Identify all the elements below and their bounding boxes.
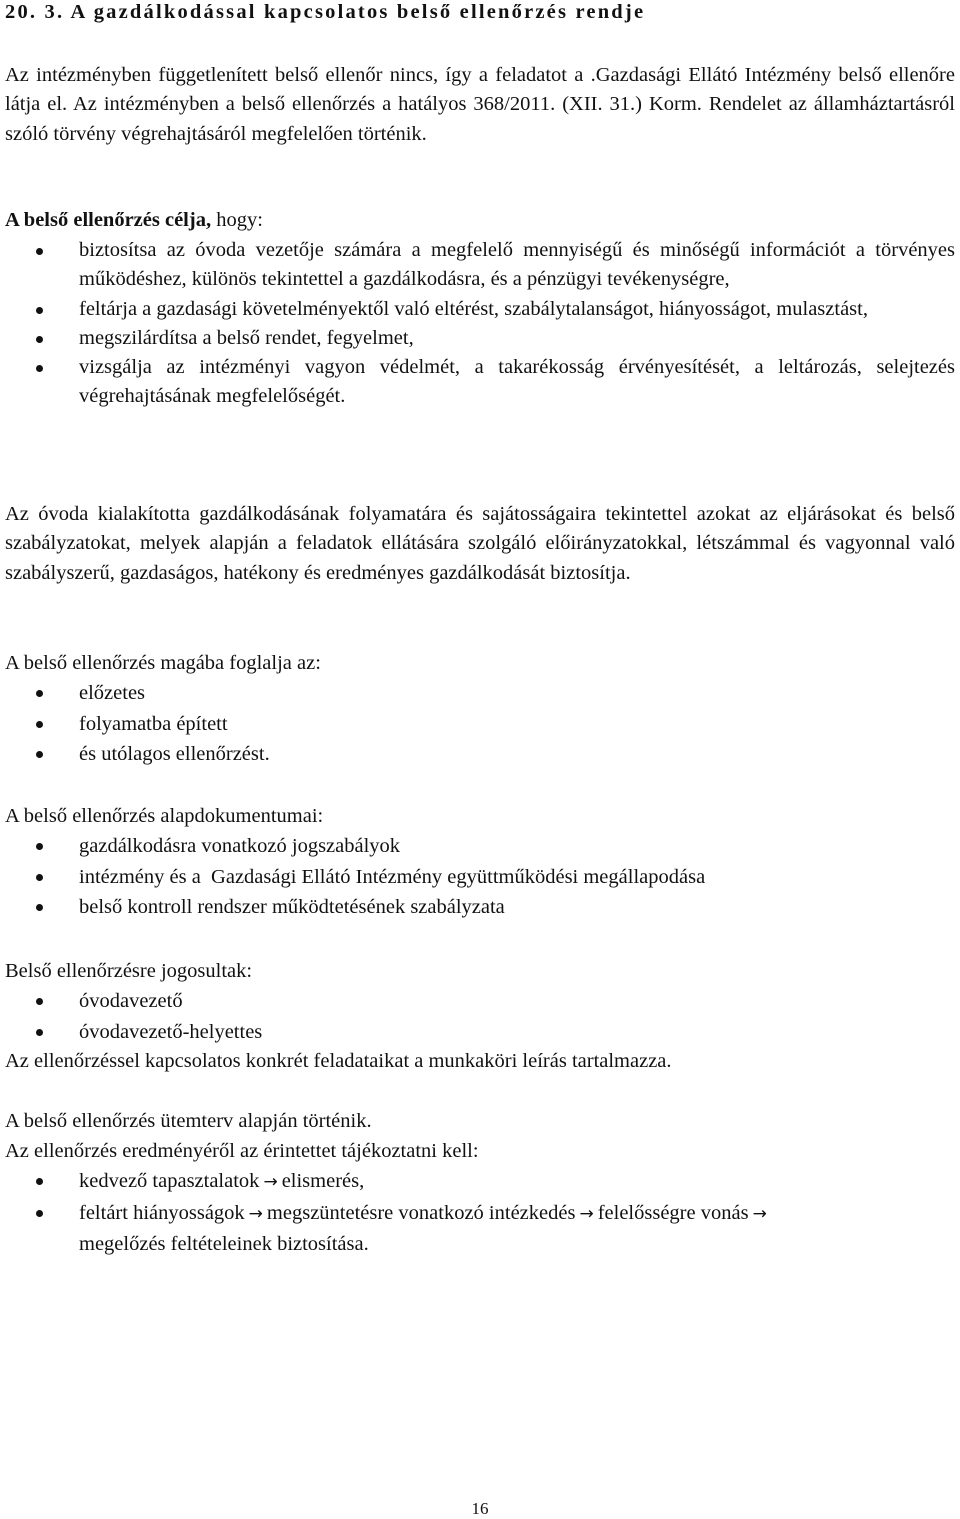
bullet-icon xyxy=(36,307,43,314)
list-item-text: kedvező tapasztalatok xyxy=(79,1170,260,1193)
arrow-right-icon: → xyxy=(263,1172,278,1193)
includes-title: A belső ellenőrzés magába foglalja az: xyxy=(5,652,321,674)
list-item-text: vizsgálja az intézményi vagyon védelmét, a takarékosság érvényesítését, a leltározás, selejtezés végrehajtásának megfelelőségét. xyxy=(79,356,955,408)
bullet-icon xyxy=(36,843,43,850)
list-item-text: óvodavezető-helyettes xyxy=(79,1020,263,1043)
documents-section xyxy=(5,802,955,923)
list-item xyxy=(5,236,955,295)
goal-title xyxy=(5,206,955,235)
list-item-text: elismerés, xyxy=(281,1170,365,1193)
list-item-text: folyamatba épített xyxy=(79,712,228,735)
list-item xyxy=(5,862,955,893)
list-item xyxy=(5,1017,955,1048)
goal-title-rest: hogy: xyxy=(211,209,263,231)
section-heading: 20. 3. A gazdálkodással kapcsolatos belső ellenőrzés rendje xyxy=(5,1,646,23)
bullet-icon xyxy=(36,336,43,343)
list-item-text: és utólagos ellenőrzést. xyxy=(79,743,270,766)
job-description-text: Az ellenőrzéssel kapcsolatos konkrét feladataikat a munkaköri leírás tartalmazza. xyxy=(5,1050,672,1073)
bullet-icon xyxy=(36,1210,43,1217)
list-item-text: megszilárdítsa a belső rendet, fegyelmet, xyxy=(79,326,414,349)
list-item-text: belső kontroll rendszer működtetésének szabályzata xyxy=(79,896,505,919)
list-item xyxy=(5,831,955,862)
goal-title-bold: A belső ellenőrzés célja, xyxy=(5,209,212,231)
list-item-text: megelőzés feltételeinek biztosítása. xyxy=(79,1233,369,1256)
authorized-title: Belső ellenőrzésre jogosultak: xyxy=(5,960,253,982)
list-item xyxy=(5,295,955,324)
procedures-paragraph xyxy=(5,500,955,588)
arrow-right-icon: → xyxy=(579,1203,594,1224)
list-item-text: felelősségre vonás xyxy=(597,1201,749,1224)
list-item-text: feltárt hiányosságok xyxy=(79,1201,245,1224)
bullet-icon xyxy=(36,904,43,911)
bullet-icon xyxy=(36,721,43,728)
list-item xyxy=(5,1198,955,1260)
bullet-icon xyxy=(36,690,43,697)
list-item-text: intézmény és a Gazdasági Ellátó Intézmény együttműködési megállapodása xyxy=(79,865,706,888)
list-item-text: óvodavezető xyxy=(79,990,183,1013)
arrow-right-icon: → xyxy=(752,1203,767,1224)
list-item-text: feltárja a gazdasági követelményektől való eltérést, szabálytalanságot, hiányosságot, mulasztást, xyxy=(79,297,868,320)
bullet-icon xyxy=(36,1178,43,1185)
bullet-icon xyxy=(36,1029,43,1036)
authorized-section xyxy=(5,957,955,1077)
inform-section xyxy=(5,1137,955,1260)
list-item xyxy=(5,678,955,709)
list-item-text: biztosítsa az óvoda vezetője számára a megfelelő mennyiségű és minőségű információt a törvényes működéshez, különös tekintettel a gazdálkodásra, és a pénzügyi tevékenységre, xyxy=(79,239,955,291)
procedures-text: Az óvoda kialakította gazdálkodásának folyamatára és sajátosságaira tekintettel azokat az eljárásokat és belső szabályzatokat, melyek alapján a feladatok ellátására szolgáló előirányzatokkal, létszámmal és vagyonnal való szabályszerű, gazdaságos, hatékony és eredményes gazdálkodását biztosítja. xyxy=(5,503,955,584)
list-item xyxy=(5,986,955,1017)
list-item xyxy=(5,892,955,923)
documents-title: A belső ellenőrzés alapdokumentumai: xyxy=(5,805,324,827)
schedule-paragraph xyxy=(5,1107,955,1136)
list-item xyxy=(5,353,955,412)
arrow-right-icon: → xyxy=(248,1203,263,1224)
list-item-text: gazdálkodásra vonatkozó jogszabályok xyxy=(79,835,401,858)
schedule-text: A belső ellenőrzés ütemterv alapján történik. xyxy=(5,1110,372,1132)
bullet-icon xyxy=(36,365,43,372)
list-item xyxy=(5,739,955,770)
bullet-icon xyxy=(36,248,43,255)
intro-paragraph xyxy=(5,61,955,149)
page-number: 16 xyxy=(471,1499,489,1518)
list-item-text: megszüntetésre vonatkozó intézkedés xyxy=(266,1201,576,1224)
bullet-icon xyxy=(36,751,43,758)
list-item xyxy=(5,324,955,353)
inform-title: Az ellenőrzés eredményéről az érintettet tájékoztatni kell: xyxy=(5,1140,479,1162)
list-item xyxy=(5,709,955,740)
bullet-icon xyxy=(36,998,43,1005)
intro-text: Az intézményben függetlenített belső ellenőr nincs, így a feladatot a .Gazdasági Ellátó Intézmény belső ellenőre látja el. Az intézményben a belső ellenőrzés a hatályos 368/2011. (XII. 31.) Korm. Rendelet az államháztartásról szóló törvény végrehajtásáról megfelelően történik. xyxy=(5,64,955,145)
includes-section xyxy=(5,649,955,770)
list-item-text: előzetes xyxy=(79,682,146,705)
goal-list xyxy=(5,236,955,412)
bullet-icon xyxy=(36,874,43,881)
list-item xyxy=(5,1166,955,1198)
